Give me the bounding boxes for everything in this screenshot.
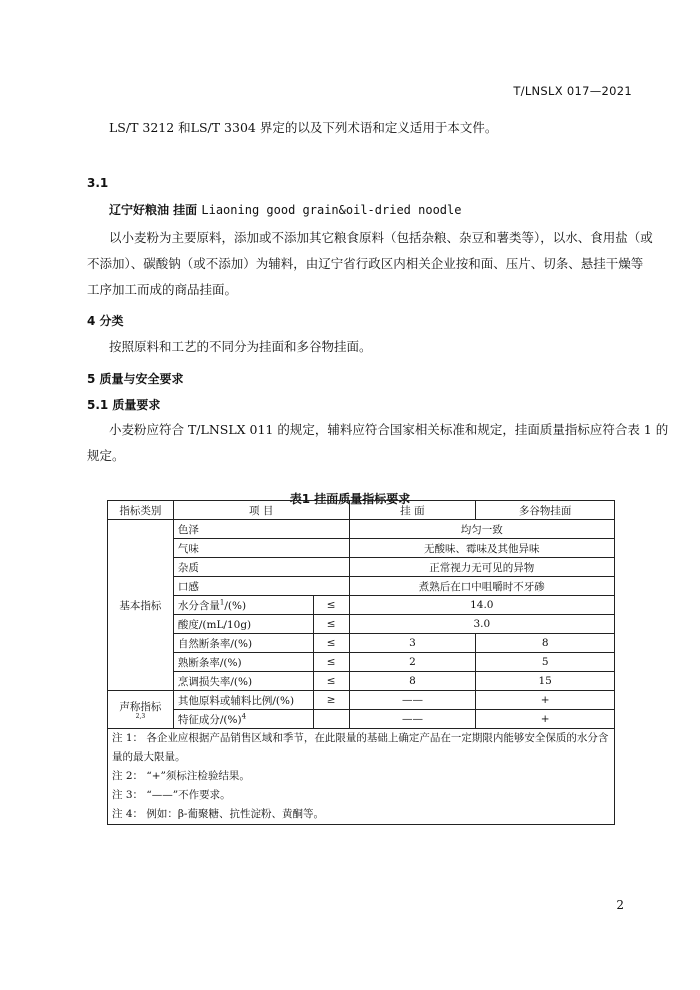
table-row: [108, 672, 615, 691]
term-title: [109, 201, 461, 218]
category-basic: 基本指标: [108, 520, 174, 691]
definition-line-2: 不添加）、碳酸钠（或不添加）为辅料，由辽宁省行政区内相关企业按和面、压片、切条、悬挂干燥等: [87, 256, 644, 271]
table-row: [108, 539, 615, 558]
item-taste: 口感: [173, 577, 349, 596]
note-1-line-2: 量的最大限量。: [112, 751, 186, 763]
section-5-heading: 5 质量与安全要求: [87, 372, 184, 386]
item-other-ratio: 其他原料或辅料比例/(%): [173, 691, 313, 710]
header-category: 指标类别: [108, 501, 174, 520]
definition-line-3: 工序加工而成的商品挂面。: [87, 282, 238, 297]
term-title-en: Liaoning good grain&oil-dried noodle: [201, 203, 462, 217]
op-acidity: ≤: [313, 615, 349, 634]
section-5-1-heading: 5.1 质量要求: [87, 398, 161, 412]
multigrain-breakage: 8: [476, 634, 615, 653]
table-row: [108, 653, 615, 672]
multigrain-cooked-break: 5: [476, 653, 615, 672]
term-title-zh: 辽宁好粮油 挂面: [109, 203, 198, 217]
item-cooked-break: 熟断条率/(%): [173, 653, 313, 672]
multigrain-other-ratio: +: [476, 691, 615, 710]
table-caption: 表1 挂面质量指标要求: [289, 492, 411, 506]
header-noodle: 挂 面: [349, 501, 476, 520]
value-taste: 煮熟后在口中咀嚼时不牙碜: [349, 577, 614, 596]
item-smell: 气味: [173, 539, 349, 558]
value-smell: 无酸味、霉味及其他异味: [349, 539, 614, 558]
op-cooked-break: ≤: [313, 653, 349, 672]
table-row: [108, 691, 615, 710]
document-id-header: T/LNSLX 017—2021: [513, 84, 632, 98]
item-feature: 特征成分/(%)$^4$: [173, 710, 313, 729]
value-moisture: 14.0: [349, 596, 614, 615]
item-moisture: 水分含量$^1$/(%): [173, 596, 313, 615]
section-4-text: 按照原料和工艺的不同分为挂面和多谷物挂面。: [109, 339, 372, 354]
section-5-1-line-1: 小麦粉应符合 T/LNSLX 011 的规定，辅料应符合国家相关标准和规定，挂面质量指标应符合表 1 的: [109, 422, 669, 437]
table-row: [108, 558, 615, 577]
table-row: [108, 710, 615, 729]
note-2: 注 2： “+”须标注检验结果。: [112, 770, 250, 782]
category-declared: 声称指标 2,3: [108, 691, 174, 729]
value-impurity: 正常视力无可见的异物: [349, 558, 614, 577]
section-5-1-line-2: 规定。: [87, 448, 125, 463]
table-row: [108, 634, 615, 653]
noodle-cook-loss: 8: [349, 672, 476, 691]
multigrain-cook-loss: 15: [476, 672, 615, 691]
op-cook-loss: ≤: [313, 672, 349, 691]
value-color: 均匀一致: [349, 520, 614, 539]
table-notes: [108, 729, 615, 825]
noodle-other-ratio: ——: [349, 691, 476, 710]
note-4: 注 4： 例如：β-葡聚糖、抗性淀粉、黄酮等。: [112, 808, 324, 820]
item-impurity: 杂质: [173, 558, 349, 577]
table-row: [108, 520, 615, 539]
definition-line-1: 以小麦粉为主要原料，添加或不添加其它粮食原料（包括杂粮、杂豆和薯类等），以水、食用盐（或: [109, 230, 653, 245]
header-item: 项 目: [173, 501, 349, 520]
table-row: [108, 577, 615, 596]
item-breakage: 自然断条率/(%): [173, 634, 313, 653]
note-3: 注 3： “——”不作要求。: [112, 789, 231, 801]
noodle-feature: ——: [349, 710, 476, 729]
page-number: 2: [616, 898, 624, 912]
op-breakage: ≤: [313, 634, 349, 653]
table-row: [108, 615, 615, 634]
multigrain-feature: +: [476, 710, 615, 729]
table-row: [108, 596, 615, 615]
op-feature: [313, 710, 349, 729]
quality-table: [107, 500, 615, 825]
value-acidity: 3.0: [349, 615, 614, 634]
noodle-cooked-break: 2: [349, 653, 476, 672]
table-header-row: [108, 501, 615, 520]
op-other-ratio: ≥: [313, 691, 349, 710]
header-multigrain: 多谷物挂面: [476, 501, 615, 520]
table-notes-row: [108, 729, 615, 825]
op-moisture: ≤: [313, 596, 349, 615]
note-1-line-1: 注 1： 各企业应根据产品销售区域和季节，在此限量的基础上确定产品在一定期限内能够安全保质的水分含: [112, 732, 609, 744]
section-4-heading: 4 分类: [87, 314, 124, 328]
item-cook-loss: 烹调损失率/(%): [173, 672, 313, 691]
item-color: 色泽: [173, 520, 349, 539]
intro-paragraph: LS/T 3212 和LS/T 3304 界定的以及下列术语和定义适用于本文件。: [109, 120, 498, 135]
noodle-breakage: 3: [349, 634, 476, 653]
item-acidity: 酸度/(mL/10g): [173, 615, 313, 634]
section-3-1-number: 3.1: [87, 176, 109, 190]
